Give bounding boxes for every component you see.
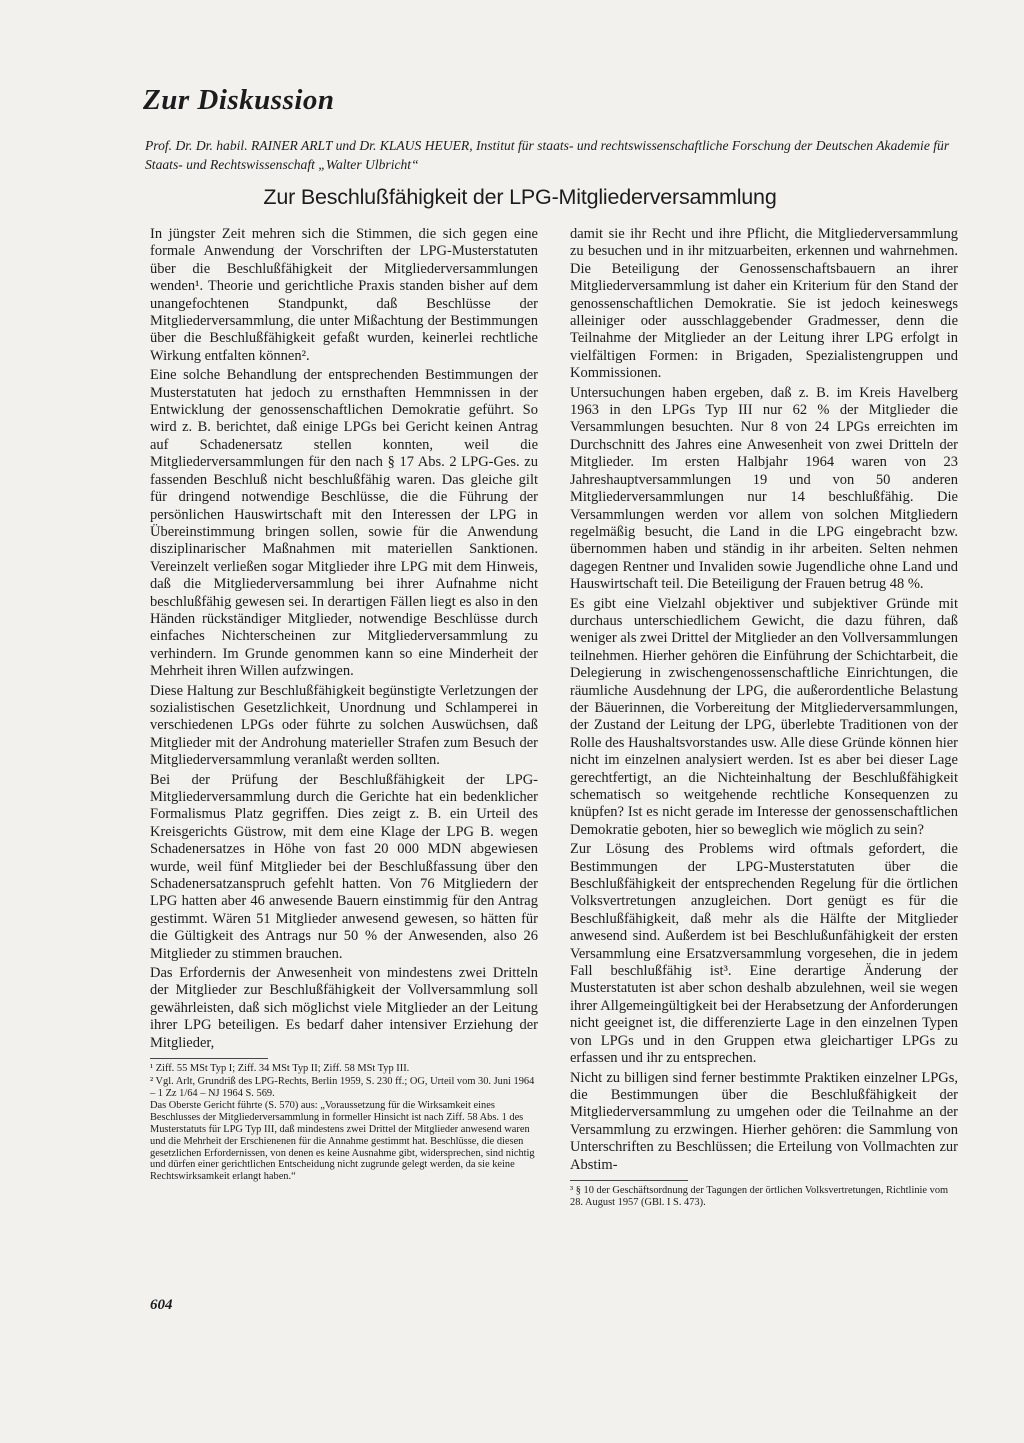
footnotes-left xyxy=(150,1063,538,1183)
paragraph: Bei der Prüfung der Beschlußfähigkeit der LPG-Mitgliederversammlung durch die Gerichte hat ein bedenklicher Formalismus Platz gegriffen. Dies zeigt z. B. ein Urteil des Kreisgerichts Güstrow, mit dem eine Klage der LPG B. wegen Schadenersatzes in Höhe von fast 20 000 MDN abgewiesen wurde, weil fünf Mitglieder bei der Beschlußfassung über den Schadenersatzanspruch gefehlt hatten. Von 76 Mitgliedern der LPG hatten aber 46 anwesende Bauern einstimmig für den Antrag gestimmt. Wären 51 Mitglieder anwesend gewesen, so hätten für die Gültigkeit des Antrags nur 50 % der Anwesenden, also 26 Mitglieder zu stimmen brauchen. xyxy=(150,771,538,962)
footnote: ¹ Ziff. 55 MSt Typ I; Ziff. 34 MSt Typ II; Ziff. 58 MSt Typ III. xyxy=(150,1063,410,1075)
footnote-rule xyxy=(150,1058,268,1059)
footnotes-right xyxy=(570,1185,958,1209)
author-line: Prof. Dr. Dr. habil. RAINER ARLT und Dr. KLAUS HEUER, Institut für staats- und rechtswissenschaftliche Forschung der Deutschen Akademie für Staats- und Rechtswissenschaft „Walter Ulbricht“ xyxy=(145,138,950,172)
footnote: Das Oberste Gericht führte (S. 570) aus: „Voraussetzung für die Wirksamkeit eines Beschlusses der Mitgliederversammlung in formeller Hinsicht ist nach Ziff. 58 Abs. 1 des Musterstatuts für LPG Typ III, daß mindestens zwei Drittel der Mitglieder anwesend waren und die Mehrheit der Erschienenen für die Annahme gestimmt hat. Beschlüsse, die diesen gesetzlichen Erfordernissen, von denen es keine Ausnahme gibt, widersprechen, sind nichtig und dürfen einer gerichtlichen Entscheidung nicht zugrunde gelegt werden, da sie keine Rechtswirksamkeit erlangt haben.“ xyxy=(150,1100,535,1183)
paragraph: damit sie ihr Recht und ihre Pflicht, die Mitgliederversammlung zu besuchen und in ihr mitzuarbeiten, erkennen und wahrnehmen. Die Beteiligung der Genossenschaftsbauern an ihrer Mitgliederversammlung ist daher ein Kriterium für den Stand der genossenschaftlichen Demokratie. Sie ist jedoch keineswegs alleiniger oder ausschlaggebender Gradmesser, denn die Teilnahme der Mitglieder an der Leitung ihrer LPG erfolgt in vielfältigen Formen: in Brigaden, Spezialistengruppen und Kommissionen. xyxy=(570,226,958,382)
paragraph: Diese Haltung zur Beschlußfähigkeit begünstigte Verletzungen der sozialistischen Gesetzlichkeit, Unordnung und Schlamperei in verschiedenen LPGs oder führte zu solchen Auswüchsen, daß Mitglieder mit der Androhung materieller Strafen zum Besuch der Mitgliederversammlung veranlaßt werden sollten. xyxy=(150,682,538,769)
footnote: ² Vgl. Arlt, Grundriß des LPG-Rechts, Berlin 1959, S. 230 ff.; OG, Urteil vom 30. Juni 1964 – 1 Zz 1/64 – NJ 1964 S. 569. xyxy=(150,1075,535,1099)
paragraph: Zur Lösung des Problems wird oftmals gefordert, die Bestimmungen der LPG-Musterstatuten über die Beschlußfähigkeit der entsprechenden Regelung für die örtlichen Volksvertretungen anzugleichen. Dort genügt es für die Beschlußfähigkeit, daß mehr als die Hälfte der Mitglieder anwesend sind. Außerdem ist bei Beschlußunfähigkeit der ersten Versammlung eine Ersatzversammlung vorgesehen, die in jedem Fall beschlußfähig ist³. Eine derartige Änderung der Musterstatuten ist aber schon deshalb abzulehnen, weil sie wegen ihrer Allgemeingültigkeit bei der Herabsetzung der Anforderungen nicht geeignet ist, die differenzierte Lage in den einzelnen Typen von LPGs und in den Gruppen etwa gleichartiger LPGs zu erfassen und ihr zu entsprechen. xyxy=(570,841,958,1067)
footnote-rule xyxy=(570,1180,688,1181)
right-column xyxy=(570,226,958,1210)
section-heading: Zur Diskussion xyxy=(143,84,335,116)
paragraph: Das Erfordernis der Anwesenheit von mindestens zwei Dritteln der Mitglieder zur Beschlußfähigkeit der Vollversammlung soll gewährleisten, daß sich möglichst viele Mitglieder an der Leitung ihrer LPG beteiligen. Es bedarf daher intensiver Erziehung der Mitglieder, xyxy=(150,965,538,1051)
paragraph: Untersuchungen haben ergeben, daß z. B. im Kreis Havelberg 1963 in den LPGs Typ III nur 62 % der Mitglieder die Versammlungen besuchten. Nur 8 von 24 LPGs erreichten im Durchschnitt des Jahres eine Anwesenheit von zwei Dritteln der Mitglieder. Im ersten Halbjahr 1964 waren von 23 Jahreshauptversammlungen 19 und von 50 anderen Mitgliederversammlungen nur 14 beschlußfähig. Die Versammlungen werden vor allem von solchen Mitgliedern regelmäßig besucht, die Land in die LPG eingebracht bzw. übernommen haben und ständig in ihr arbeiten. Selten nehmen dagegen Rentner und Invaliden sowie Jugendliche ohne Land und Hauswirtschaft teil. Die Beteiligung der Frauen betrug 48 %. xyxy=(570,384,958,593)
paragraph: Nicht zu billigen sind ferner bestimmte Praktiken einzelner LPGs, die Bestimmungen über die Beschlußfähigkeit der Mitgliederversammlung zu umgehen oder die Teilnahme an der Versammlung zu erzwingen. Hierher gehören: die Sammlung von Unterschriften zu Beschlüssen; die Erteilung von Vollmachten zur Abstim- xyxy=(570,1069,958,1173)
paragraph: In jüngster Zeit mehren sich die Stimmen, die sich gegen eine formale Anwendung der Vorschriften der LPG-Musterstatuten über die Beschlußfähigkeit der Mitgliederversammlungen wenden¹. Theorie und gerichtliche Praxis standen bisher auf dem unangefochtenen Standpunkt, daß Beschlüsse der Mitgliederversammlung, die unter Mißachtung der Bestimmungen über die Beschlußfähigkeit gefaßt wurden, keinerlei rechtliche Wirkung entfalten können². xyxy=(150,226,538,364)
paragraph: Es gibt eine Vielzahl objektiver und subjektiver Gründe mit durchaus unterschiedlichem Gewicht, die dazu führen, daß weniger als zwei Drittel der Mitglieder an den Vollversammlungen teilnehmen. Hierher gehören die Einführung der Schichtarbeit, die Delegierung in zwischengenossenschaftliche Einrichtungen, die räumliche Ausdehnung der LPG, die außerordentliche Belastung der Bäuerinnen, die Vorbereitung der Mitgliederversammlungen, der Zustand der Leitung der LPG, überlebte Traditionen von der Rolle des Haushaltsvorstandes usw. Alle diese Gründe können hier nicht im einzelnen analysiert werden. Ist es aber bei dieser Lage gerechtfertigt, an die Nichteinhaltung der Beschlußfähigkeit schematisch so weitgehende rechtliche Konsequenzen zu knüpfen? Ist es nicht gerade im Interesse der genossenschaftlichen Demokratie geboten, hier so beweglich wie möglich zu sein? xyxy=(570,595,958,838)
page-number: 604 xyxy=(150,1297,173,1313)
left-column xyxy=(150,226,538,1184)
article-title: Zur Beschlußfähigkeit der LPG-Mitgliederversammlung xyxy=(263,185,777,209)
footnote: ³ § 10 der Geschäftsordnung der Tagungen der örtlichen Volksvertretungen, Richtlinie vom 28. August 1957 (GBl. I S. 473). xyxy=(570,1184,949,1208)
paragraph: Eine solche Behandlung der entsprechenden Bestimmungen der Musterstatuten hat jedoch zu ernsthaften Hemmnissen in der Entwicklung der genossenschaftlichen Demokratie geführt. So wird z. B. berichtet, daß einige LPGs bei Gericht keinen Antrag auf Schadenersatz stellen konnten, weil die Mitgliederversammlungen für den nach § 17 Abs. 2 LPG-Ges. zu fassenden Beschluß nicht beschlußfähig waren. Das gleiche gilt für dringend notwendige Beschlüsse, die die Führung der persönlichen Hauswirtschaft mit den Interessen der LPG in Übereinstimmung bringen sollen, sowie für die Anwendung disziplinarischer Maßnahmen mit materiellen Sanktionen. Vereinzelt verließen sogar Mitglieder ihre LPG mit dem Hinweis, daß die Mitgliederversammlung bei ihrer Aufnahme nicht beschlußfähig gewesen sei. In derartigen Fällen liegt es also in den Händen rückständiger Mitglieder, notwendige Beschlüsse durch einfaches Nichterscheinen zur Mitgliederversammlung zu verhindern. Im Grunde genommen kann so eine Minderheit der Mehrheit ihren Willen aufzwingen. xyxy=(150,367,538,680)
